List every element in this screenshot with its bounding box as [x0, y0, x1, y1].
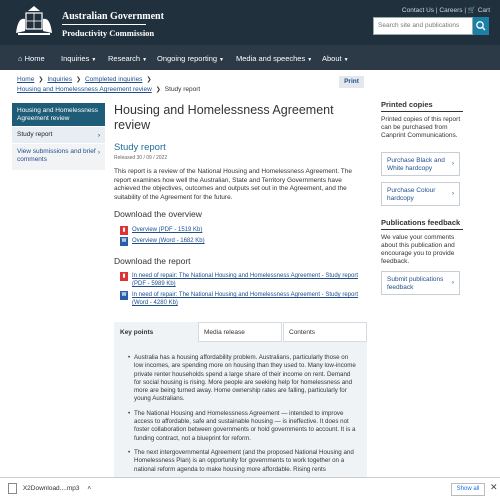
search-button[interactable] — [473, 17, 489, 35]
tab-key-points[interactable]: Key points — [114, 322, 198, 342]
purchase-bw-button[interactable] — [381, 152, 460, 176]
nav-research-label: Research — [108, 54, 141, 63]
page-subtitle: Study report — [114, 142, 166, 153]
caret-down-icon: ▼ — [91, 57, 97, 63]
overview-pdf-link[interactable]: Overview (PDF - 1519 Kb) — [132, 227, 203, 233]
breadcrumb-current: Study report — [164, 86, 201, 93]
cart-icon[interactable]: 🛒 — [467, 7, 476, 14]
report-word-link-row — [120, 291, 365, 307]
chevron-right-icon: › — [451, 160, 454, 167]
sidebar-item-label: View submissions and brief comments — [17, 148, 96, 163]
overview-word-link-row — [120, 237, 365, 245]
purchase-bw-label: Purchase Black and White hardcopy — [387, 157, 445, 172]
chevron-right-icon: › — [97, 132, 100, 139]
feedback-heading: Publications feedback — [381, 218, 463, 230]
key-points-panel — [114, 342, 367, 482]
nav-inquiries-label: Inquiries — [61, 54, 90, 63]
caret-down-icon: ▼ — [307, 57, 313, 63]
breadcrumb — [17, 75, 337, 95]
main-nav — [0, 45, 500, 70]
nav-ongoing-reporting-label: Ongoing reporting — [157, 54, 218, 63]
home-icon: ⌂ — [18, 54, 23, 63]
feedback-text: We value your comments about this publication and encourage you to provide feedback. — [381, 234, 455, 265]
utility-links — [402, 6, 490, 14]
title-divider — [62, 24, 146, 25]
overview-word-link[interactable]: Overview (Word - 1682 Kb) — [132, 238, 205, 244]
section-sidebar — [12, 103, 105, 171]
report-word-link[interactable]: In need of repair: The National Housing and Homelessness Agreement - Study report (Word - 4280 Kb) — [132, 292, 359, 306]
report-pdf-link-row — [120, 272, 365, 288]
word-file-icon: W — [121, 238, 127, 244]
tab-contents[interactable]: Contents — [283, 322, 367, 342]
contact-us-link[interactable]: Contact Us — [401, 7, 435, 14]
report-tabs — [114, 322, 367, 342]
key-point-item: • The next intergovernmental Agreement (and the proposed National Housing and Homelessness Plan) is an opportunity for governments to work together on a national reform agenda to make housing more affordable. Rising rents — [134, 449, 359, 474]
search-input[interactable]: Search site and publications — [373, 17, 473, 35]
careers-link[interactable]: Careers — [439, 7, 463, 14]
nav-about-label: About — [322, 54, 342, 63]
nav-home[interactable] — [18, 54, 45, 63]
breadcrumb-inquiries[interactable]: Inquiries — [47, 76, 72, 83]
purchase-colour-button[interactable] — [381, 182, 460, 206]
tab-media-release[interactable]: Media release — [198, 322, 282, 342]
page-title: Housing and Homelessness Agreement review — [114, 103, 334, 132]
sidebar-item-label: Housing and Homelessness Agreement review — [17, 107, 98, 122]
overview-heading: Download the overview — [114, 209, 202, 219]
intro-paragraph: This report is a review of the National Housing and Homelessness Agreement. The report examines how well the Australian, State and Territory Governments have achieved the objectives, outcomes and outputs set out in the Agreement, and the suitability of the Agreement for the future. — [114, 168, 352, 201]
submit-feedback-button[interactable] — [381, 271, 460, 295]
chevron-right-icon: ❯ — [38, 77, 44, 83]
search-icon — [473, 17, 489, 35]
nav-inquiries[interactable] — [61, 54, 96, 63]
breadcrumb-home[interactable]: Home — [17, 76, 35, 83]
key-point-item: • The National Housing and Homelessness Agreement — intended to improve access to affordable, safe and sustainable housing — is ineffective. It does not foster collaboration between governments or hold governments to account. It is a funding contract, not a blueprint for reform. — [134, 410, 359, 443]
show-all-button[interactable]: Show all — [451, 483, 485, 496]
chevron-right-icon: ❯ — [155, 87, 161, 93]
nav-research[interactable] — [108, 54, 147, 63]
link-separator: | — [435, 7, 440, 14]
link-separator: | — [464, 7, 468, 14]
printed-copies-heading: Printed copies — [381, 100, 463, 112]
chevron-up-icon[interactable]: ˄ — [87, 485, 92, 493]
chevron-right-icon: › — [451, 279, 454, 286]
breadcrumb-review[interactable]: Housing and Homelessness Agreement review — [17, 86, 152, 93]
site-header — [0, 0, 500, 45]
report-pdf-link[interactable]: In need of repair: The National Housing and Homelessness Agreement - Study report (PDF - 5989 Kb) — [132, 273, 359, 287]
file-icon — [8, 483, 17, 494]
caret-down-icon: ▼ — [219, 57, 224, 63]
feedback-section — [381, 218, 463, 266]
sidebar-item-submissions[interactable] — [12, 144, 105, 171]
coat-of-arms-logo[interactable] — [12, 5, 56, 39]
chevron-right-icon: › — [451, 190, 454, 197]
sidebar-item-review[interactable] — [12, 103, 105, 127]
breadcrumb-completed-inquiries[interactable]: Completed inquiries — [84, 76, 143, 83]
printed-copies-text: Printed copies of this report can be purchased from Canprint Communications. — [381, 116, 461, 139]
caret-down-icon: ▼ — [142, 57, 148, 63]
printed-copies-section — [381, 100, 463, 140]
download-item[interactable] — [8, 483, 91, 494]
downloads-bar — [0, 477, 500, 500]
download-filename: X2Download....mp3 — [22, 485, 80, 493]
purchase-colour-label: Purchase Colour hardcopy — [387, 187, 436, 202]
submit-feedback-label: Submit publications feedback — [387, 276, 444, 291]
word-file-icon: W — [121, 292, 127, 298]
sidebar-item-study-report[interactable] — [12, 127, 105, 144]
overview-pdf-link-row — [120, 226, 365, 234]
nav-media-label: Media and speeches — [236, 54, 306, 63]
government-title: Australian Government — [62, 11, 164, 22]
key-point-item: • Australia has a housing affordability problem. Australians, particularly those on low incomes, are spending more on housing than they used to. Many low-income private renter households spend a large share of their income on rent. Demand for social housing is rising. More people are seeking help for homelessness and more are being turned away. Home ownership rates are falling, particularly for young Australians. — [134, 354, 359, 404]
close-icon[interactable]: ✕ — [490, 482, 498, 492]
sidebar-item-label: Study report — [17, 131, 53, 138]
key-points-list — [134, 354, 359, 480]
print-button[interactable]: Print — [339, 76, 364, 88]
nav-ongoing-reporting[interactable] — [157, 54, 224, 63]
nav-media-and-speeches[interactable] — [236, 54, 312, 63]
chevron-right-icon: › — [97, 149, 100, 156]
pdf-file-icon: ▮ — [120, 272, 128, 281]
report-heading: Download the report — [114, 256, 191, 266]
caret-down-icon: ▼ — [343, 57, 349, 63]
organisation-title[interactable]: Productivity Commission — [62, 28, 155, 38]
chevron-right-icon: ❯ — [146, 77, 152, 83]
chevron-right-icon: ❯ — [75, 77, 81, 83]
release-date: Released 30 / 09 / 2022 — [114, 155, 168, 161]
nav-home-label: Home — [24, 54, 45, 63]
pdf-file-icon: ▮ — [120, 226, 128, 235]
nav-about[interactable] — [322, 54, 349, 63]
cart-link[interactable]: Cart — [477, 7, 490, 14]
